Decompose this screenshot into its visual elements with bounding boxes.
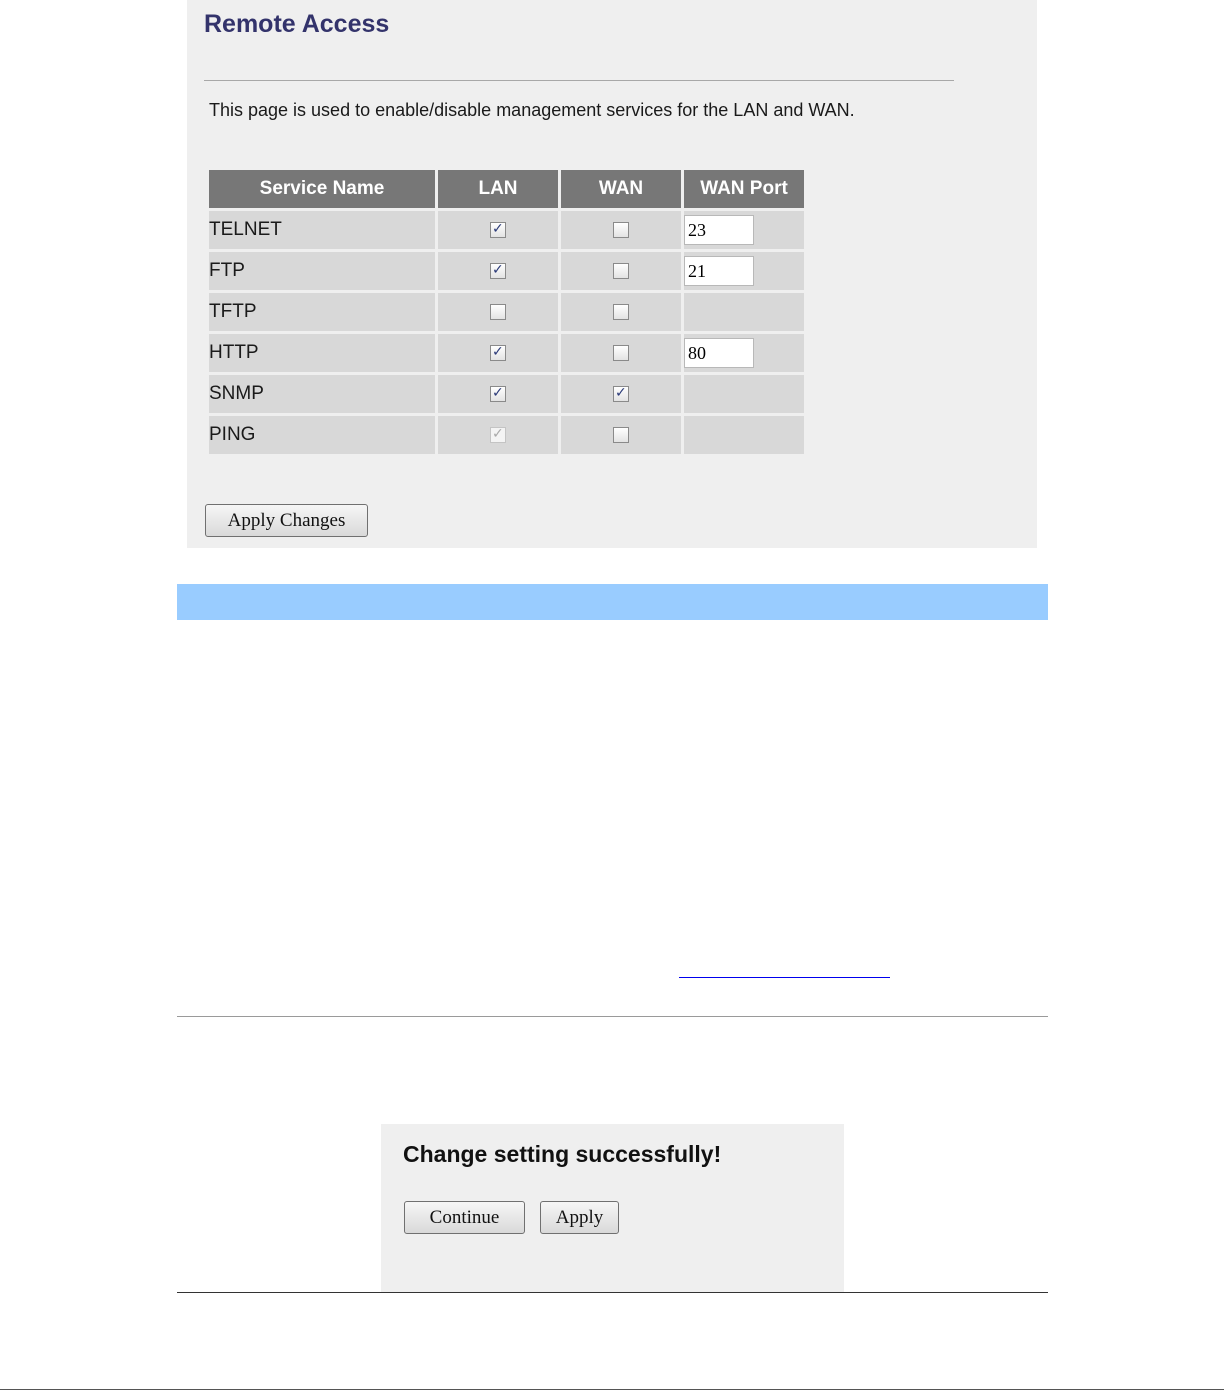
table-row: [209, 334, 804, 372]
hyperlink-underline[interactable]: [679, 977, 890, 978]
wan-port-cell-telnet: [684, 211, 804, 249]
wan-checkbox-http[interactable]: [613, 345, 629, 361]
service-name-http: HTTP: [209, 334, 435, 372]
table-row: [209, 252, 804, 290]
table-header-row: [209, 170, 804, 208]
lan-checkbox-telnet[interactable]: [490, 222, 506, 238]
service-name-ping: PING: [209, 416, 435, 454]
horizontal-rule: [177, 1016, 1048, 1017]
table-row: [209, 416, 804, 454]
lan-cell-tftp: [438, 293, 558, 331]
lan-cell-telnet: [438, 211, 558, 249]
wan-cell-tftp: [561, 293, 681, 331]
horizontal-rule: [177, 1292, 1048, 1293]
wan-checkbox-ftp[interactable]: [613, 263, 629, 279]
wan-port-cell-ping: [684, 416, 804, 454]
table-row: [209, 211, 804, 249]
lan-cell-ping: [438, 416, 558, 454]
column-header-wan-port: WAN Port: [684, 170, 804, 208]
checkmark-icon: ✓: [492, 425, 504, 442]
column-header-wan: WAN: [561, 170, 681, 208]
service-name-snmp: SNMP: [209, 375, 435, 413]
page-description: This page is used to enable/disable management services for the LAN and WAN.: [209, 100, 855, 120]
wan-port-input-telnet[interactable]: [684, 215, 754, 245]
wan-port-cell-tftp: [684, 293, 804, 331]
column-header-service-name: Service Name: [209, 170, 435, 208]
lan-cell-ftp: [438, 252, 558, 290]
service-name-tftp: TFTP: [209, 293, 435, 331]
wan-cell-ping: [561, 416, 681, 454]
lan-cell-snmp: [438, 375, 558, 413]
wan-port-cell-ftp: [684, 252, 804, 290]
checkmark-icon: ✓: [492, 384, 504, 401]
table-row: [209, 293, 804, 331]
checkmark-icon: ✓: [615, 384, 627, 401]
continue-button[interactable]: Continue: [404, 1201, 525, 1234]
wan-cell-snmp: [561, 375, 681, 413]
wan-port-input-ftp[interactable]: [684, 256, 754, 286]
remote-access-panel: [187, 0, 1037, 548]
table-row: [209, 375, 804, 413]
lan-checkbox-snmp[interactable]: [490, 386, 506, 402]
wan-port-cell-snmp: [684, 375, 804, 413]
apply-changes-button[interactable]: Apply Changes: [205, 504, 368, 537]
page-title: Remote Access: [204, 10, 390, 38]
wan-checkbox-tftp[interactable]: [613, 304, 629, 320]
apply-button[interactable]: Apply: [540, 1201, 619, 1234]
wan-checkbox-telnet[interactable]: [613, 222, 629, 238]
service-name-telnet: TELNET: [209, 211, 435, 249]
wan-checkbox-ping[interactable]: [613, 427, 629, 443]
service-name-ftp: FTP: [209, 252, 435, 290]
page-bottom-rule: [0, 1389, 1224, 1390]
wan-checkbox-snmp[interactable]: [613, 386, 629, 402]
success-dialog: [381, 1124, 844, 1292]
checkmark-icon: ✓: [492, 261, 504, 278]
lan-checkbox-tftp[interactable]: [490, 304, 506, 320]
checkmark-icon: ✓: [492, 343, 504, 360]
services-table-body: [209, 211, 804, 454]
lan-checkbox-ping: [490, 427, 506, 443]
wan-port-input-http[interactable]: [684, 338, 754, 368]
wan-cell-telnet: [561, 211, 681, 249]
column-header-lan: LAN: [438, 170, 558, 208]
lan-checkbox-ftp[interactable]: [490, 263, 506, 279]
lan-cell-http: [438, 334, 558, 372]
title-divider: [204, 80, 954, 81]
wan-port-cell-http: [684, 334, 804, 372]
success-message: Change setting successfully!: [403, 1141, 722, 1167]
wan-cell-http: [561, 334, 681, 372]
services-table: [206, 167, 807, 457]
lan-checkbox-http[interactable]: [490, 345, 506, 361]
wan-cell-ftp: [561, 252, 681, 290]
checkmark-icon: ✓: [492, 220, 504, 237]
section-banner: [177, 584, 1048, 620]
